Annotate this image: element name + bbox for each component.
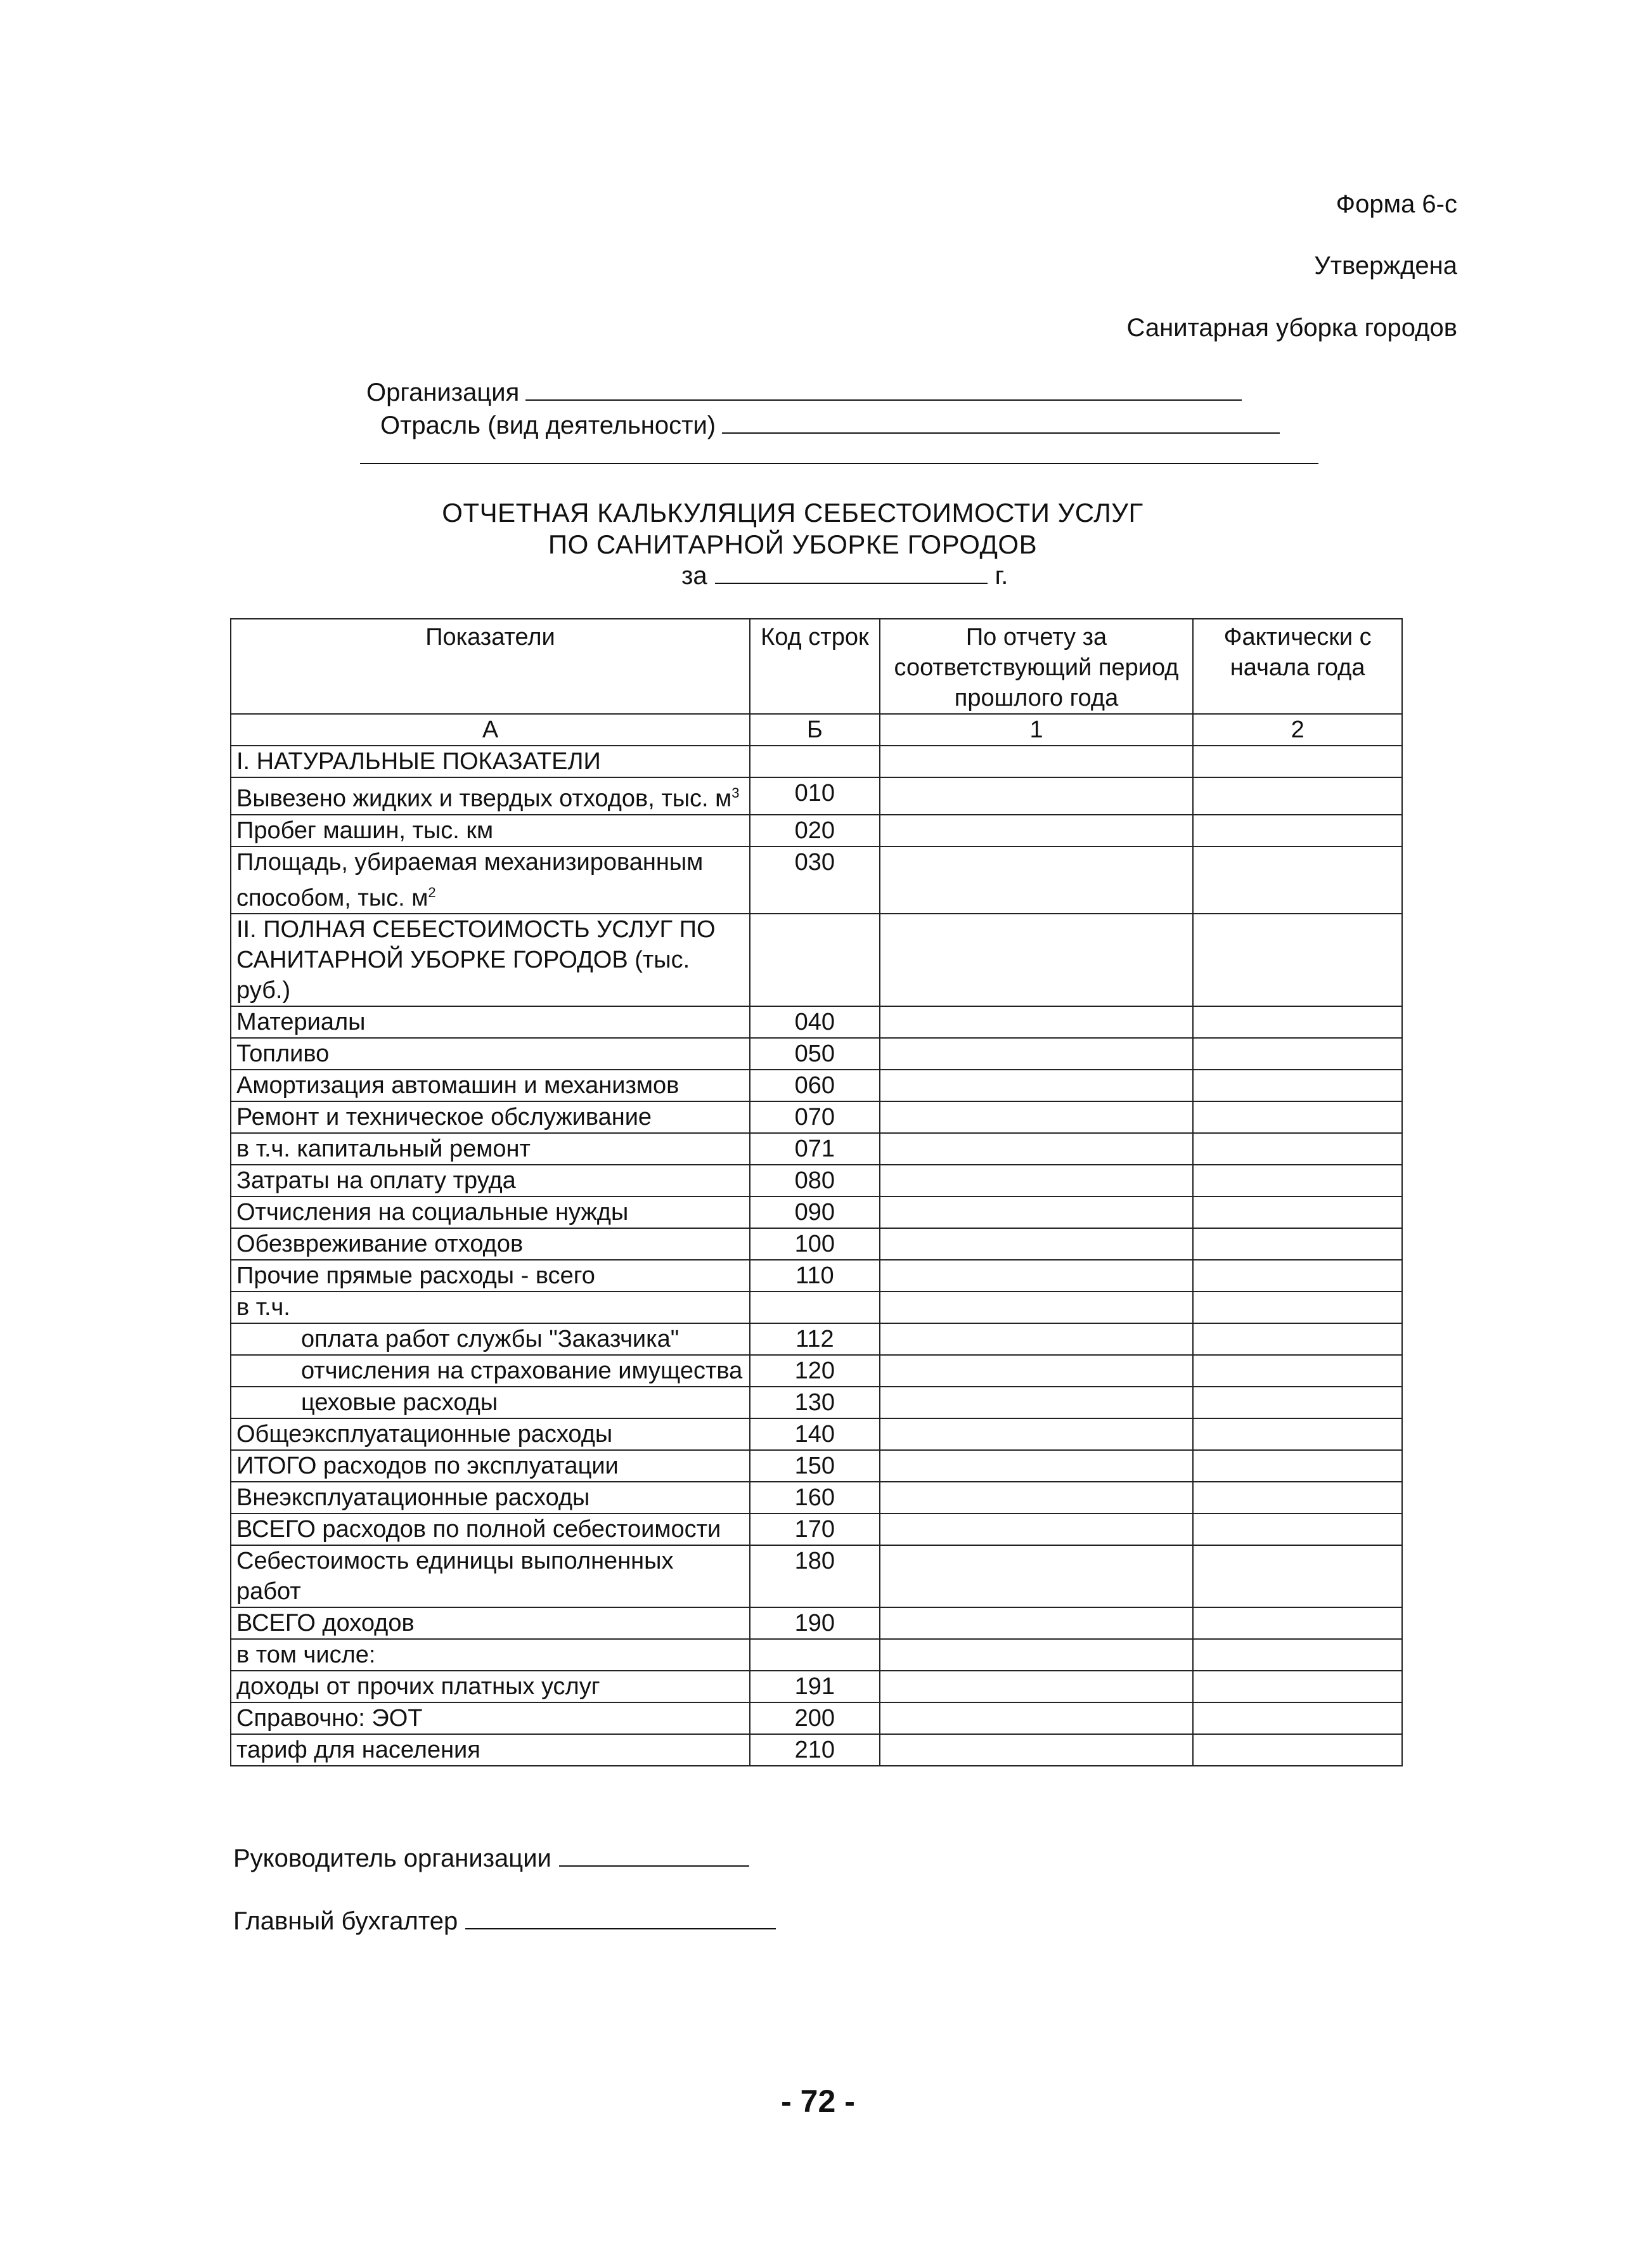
actual-cell [1193,846,1402,914]
actual-cell [1193,914,1402,1006]
row-label [231,1639,750,1671]
actual-cell [1193,815,1402,846]
prev-period-cell [880,1038,1194,1070]
table-row [231,1006,1402,1038]
table-row [231,1450,1402,1482]
prev-period-cell [880,1196,1194,1228]
prev-period-cell [880,1387,1194,1418]
table-row [231,1101,1402,1133]
row-label [231,846,750,914]
actual-cell [1193,1387,1402,1418]
row-label-text: в том числе: [236,1642,376,1669]
row-label [231,1702,750,1734]
table-row [231,1545,1402,1607]
row-code [750,1292,880,1323]
row-code: 020 [750,815,880,846]
actual-cell [1193,746,1402,777]
prev-period-cell [880,1734,1194,1766]
row-label [231,1038,750,1070]
actual-cell [1193,1101,1402,1133]
row-label [231,1070,750,1101]
row-label-text: ВСЕГО доходов [236,1610,415,1637]
row-label [231,1734,750,1766]
row-label-text: оплата работ службы "Заказчика" [301,1326,680,1353]
row-code: 170 [750,1513,880,1545]
row-code: 140 [750,1418,880,1450]
director-signature [233,1843,749,1873]
table-row [231,1639,1402,1671]
row-code [750,1639,880,1671]
row-label [231,1607,750,1639]
row-code: 100 [750,1228,880,1260]
prev-period-cell [880,1355,1194,1387]
actual-cell [1193,1513,1402,1545]
actual-cell [1193,1038,1402,1070]
table-row [231,1323,1402,1355]
table-row [231,1260,1402,1292]
row-label-text: Прочие прямые расходы - всего [236,1262,595,1290]
row-label [231,1513,750,1545]
column-letter: А [231,714,750,746]
row-label-text: Пробег машин, тыс. км [236,817,494,844]
table-row [231,1070,1402,1101]
row-code: 191 [750,1671,880,1702]
table-row [231,1607,1402,1639]
row-label [231,914,750,1006]
unit-superscript: 2 [428,884,436,900]
accountant-signature-blank [465,1905,776,1929]
table-row [231,1228,1402,1260]
prev-period-cell [880,1323,1194,1355]
actual-cell [1193,1418,1402,1450]
period-blank [715,561,988,584]
row-label [231,815,750,846]
header-indicators: Показатели [231,619,750,714]
row-code: 071 [750,1133,880,1165]
actual-cell [1193,1228,1402,1260]
column-letter: 2 [1193,714,1402,746]
row-label-text: Материалы [236,1009,366,1036]
period-suffix: г. [995,562,1008,590]
document-title-line-1: ОТЧЕТНАЯ КАЛЬКУЛЯЦИЯ СЕБЕСТОИМОСТИ УСЛУГ [442,498,1143,528]
cost-calculation-table [230,618,1403,1766]
table-row [231,914,1402,1006]
row-label-text: отчисления на страхование имущества [301,1358,743,1385]
period-field [681,561,1008,590]
organization-blank [525,377,1242,401]
row-code [750,746,880,777]
column-letters-row [231,714,1402,746]
row-label-text: доходы от прочих платных услуг [236,1673,600,1701]
row-code: 090 [750,1196,880,1228]
accountant-signature [233,1905,776,1936]
row-label [231,777,750,815]
table-row [231,1418,1402,1450]
row-label [231,1387,750,1418]
prev-period-cell [880,1671,1194,1702]
row-code: 070 [750,1101,880,1133]
prev-period-cell [880,1228,1194,1260]
row-code [750,914,880,1006]
prev-period-cell [880,1418,1194,1450]
table-row [231,1482,1402,1513]
table-row [231,777,1402,815]
prev-period-cell [880,1450,1194,1482]
row-label-text: Общеэксплуатационные расходы [236,1421,613,1448]
row-label-text: Площадь, убираемая механизированным способом, тыс. м [236,848,704,912]
row-code: 200 [750,1702,880,1734]
actual-cell [1193,1323,1402,1355]
prev-period-cell [880,1482,1194,1513]
table-row [231,1133,1402,1165]
prev-period-cell [880,914,1194,1006]
row-label-text: ВСЕГО расходов по полной себестоимости [236,1516,721,1543]
row-label-text: Ремонт и техническое обслуживание [236,1104,652,1131]
director-signature-blank [559,1843,749,1867]
row-label [231,1101,750,1133]
row-label-text: Отчисления на социальные нужды [236,1199,629,1226]
prev-period-cell [880,1260,1194,1292]
row-code: 060 [750,1070,880,1101]
table-row [231,1734,1402,1766]
row-label-text: в т.ч. [236,1294,290,1321]
actual-cell [1193,1292,1402,1323]
actual-cell [1193,1260,1402,1292]
row-label [231,1355,750,1387]
row-label-text: цеховые расходы [301,1389,498,1416]
prev-period-cell [880,815,1194,846]
row-code: 030 [750,846,880,914]
extra-blank-line [360,463,1318,464]
prev-period-cell [880,1165,1194,1196]
header-prev-period: По отчету за соответствующий период прошлого года [880,619,1194,714]
document-title-line-2: ПО САНИТАРНОЙ УБОРКЕ ГОРОДОВ [548,529,1038,559]
organization-label: Организация [366,379,520,406]
director-label: Руководитель организации [233,1844,551,1872]
organization-field [366,377,1242,407]
table-row [231,1165,1402,1196]
row-code: 130 [750,1387,880,1418]
row-code: 050 [750,1038,880,1070]
prev-period-cell [880,1639,1194,1671]
row-label-text: тариф для населения [236,1737,480,1764]
table-row [231,1702,1402,1734]
row-label [231,1228,750,1260]
row-label-text: Амортизация автомашин и механизмов [236,1072,680,1099]
row-code: 040 [750,1006,880,1038]
prev-period-cell [880,1513,1194,1545]
table-header-row [231,619,1402,714]
accountant-label: Главный бухгалтер [233,1907,458,1935]
row-label-text: Себестоимость единицы выполненных работ [236,1548,674,1605]
row-code: 210 [750,1734,880,1766]
prev-period-cell [880,777,1194,815]
column-letter: Б [750,714,880,746]
row-label-text: Вывезено жидких и твердых отходов, тыс. м [236,785,732,812]
prev-period-cell [880,1006,1194,1038]
header-actual: Фактически с начала года [1193,619,1402,714]
actual-cell [1193,1133,1402,1165]
row-label-text: Внеэксплуатационные расходы [236,1484,590,1512]
actual-cell [1193,1639,1402,1671]
row-code: 190 [750,1607,880,1639]
category-label: Санитарная уборка городов [1126,314,1457,342]
page-number: - 72 - [781,2083,855,2119]
prev-period-cell [880,746,1194,777]
actual-cell [1193,1671,1402,1702]
actual-cell [1193,1070,1402,1101]
row-label [231,1006,750,1038]
row-label [231,1323,750,1355]
approved-label: Утверждена [1314,252,1457,280]
prev-period-cell [880,1545,1194,1607]
table-row [231,1196,1402,1228]
table-row [231,1292,1402,1323]
actual-cell [1193,777,1402,815]
actual-cell [1193,1545,1402,1607]
row-code: 080 [750,1165,880,1196]
row-label [231,1450,750,1482]
actual-cell [1193,1482,1402,1513]
row-label [231,746,750,777]
branch-label: Отрасль (вид деятельности) [380,411,716,439]
table-row [231,1355,1402,1387]
actual-cell [1193,1196,1402,1228]
table-row [231,1671,1402,1702]
row-label [231,1196,750,1228]
table-row [231,1387,1402,1418]
row-label-text: ИТОГО расходов по эксплуатации [236,1453,619,1480]
period-prefix: за [681,562,707,590]
row-label [231,1418,750,1450]
branch-field [380,410,1280,440]
row-label-text: Топливо [236,1040,330,1068]
row-label-text: Справочно: ЭОТ [236,1705,423,1732]
prev-period-cell [880,846,1194,914]
row-code: 010 [750,777,880,815]
column-letter: 1 [880,714,1194,746]
actual-cell [1193,1165,1402,1196]
row-code: 110 [750,1260,880,1292]
prev-period-cell [880,1070,1194,1101]
prev-period-cell [880,1607,1194,1639]
row-label [231,1292,750,1323]
form-number: Форма 6-с [1336,190,1457,218]
branch-blank [722,410,1280,434]
prev-period-cell [880,1292,1194,1323]
row-label-text: II. ПОЛНАЯ СЕБЕСТОИМОСТЬ УСЛУГ ПО САНИТАРНОЙ УБОРКЕ ГОРОДОВ (тыс. руб.) [236,916,716,1004]
header-code: Код строк [750,619,880,714]
table-row [231,746,1402,777]
actual-cell [1193,1607,1402,1639]
table-row [231,1038,1402,1070]
table-row [231,846,1402,914]
actual-cell [1193,1702,1402,1734]
row-code: 180 [750,1545,880,1607]
unit-superscript: 3 [731,785,740,801]
row-code: 160 [750,1482,880,1513]
actual-cell [1193,1734,1402,1766]
prev-period-cell [880,1101,1194,1133]
actual-cell [1193,1355,1402,1387]
row-label [231,1545,750,1607]
prev-period-cell [880,1133,1194,1165]
row-code: 120 [750,1355,880,1387]
row-label [231,1133,750,1165]
row-code: 112 [750,1323,880,1355]
row-label-text: I. НАТУРАЛЬНЫЕ ПОКАЗАТЕЛИ [236,748,601,775]
row-code: 150 [750,1450,880,1482]
row-label-text: в т.ч. капитальный ремонт [236,1136,531,1163]
table-row [231,1513,1402,1545]
actual-cell [1193,1006,1402,1038]
row-label [231,1482,750,1513]
row-label-text: Обезвреживание отходов [236,1231,524,1258]
row-label-text: Затраты на оплату труда [236,1167,516,1195]
actual-cell [1193,1450,1402,1482]
row-label [231,1260,750,1292]
row-label [231,1165,750,1196]
row-label [231,1671,750,1702]
table-row [231,815,1402,846]
prev-period-cell [880,1702,1194,1734]
